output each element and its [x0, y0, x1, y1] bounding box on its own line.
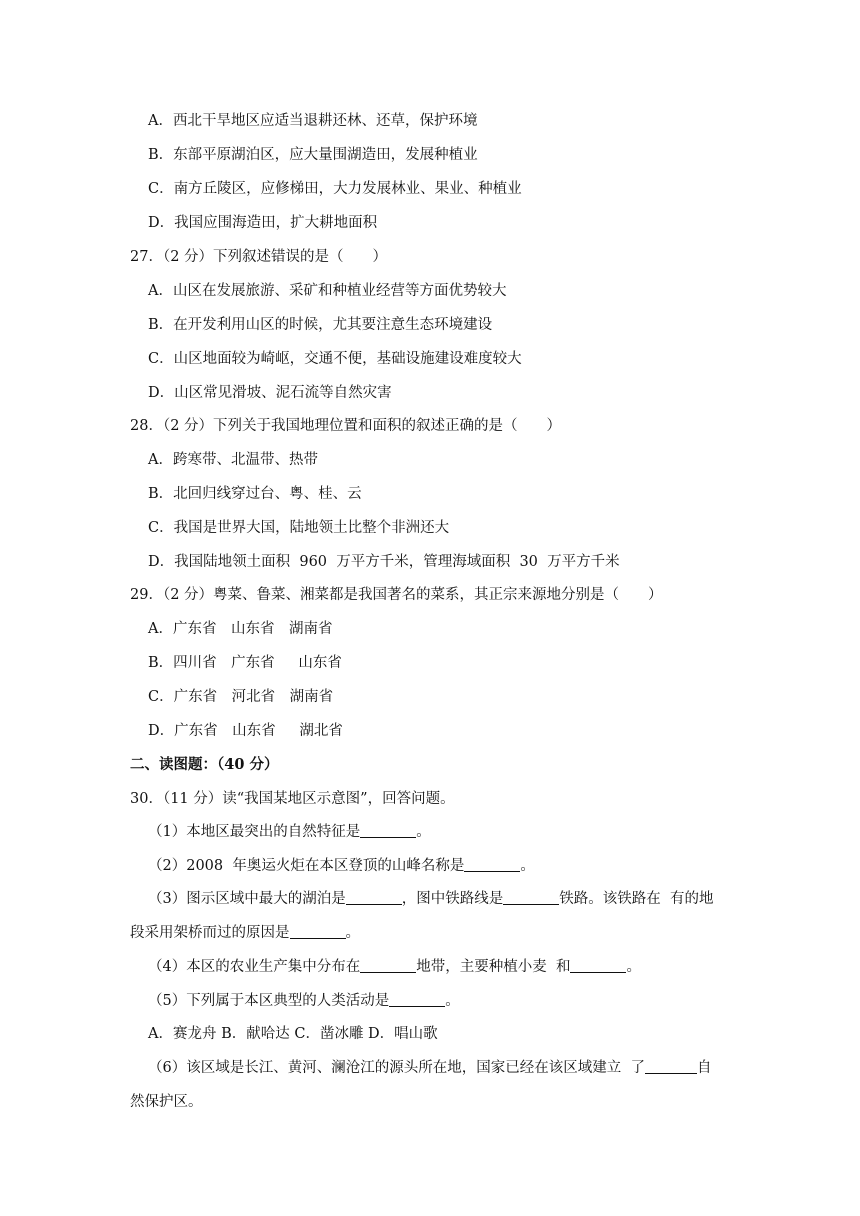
answer-blank[interactable] — [570, 957, 626, 973]
q30-part-1 — [148, 822, 431, 842]
q27-stem: 27．（2 分）下列叙述错误的是（ ） — [130, 249, 388, 265]
q30-4-end: 。 — [626, 959, 641, 975]
q26-option-d: D．我国应围海造田，扩大耕地面积 — [148, 215, 378, 231]
q30-3-text: （3）图示区域中最大的湖泊是 — [148, 891, 346, 907]
q30-6-text: （6）该区域是长江、黄河、澜沧江的源头所在地，国家已经在该区域建立 了 — [148, 1060, 645, 1076]
q28-option-c: C．我国是世界大国，陆地领土比整个非洲还大 — [148, 520, 450, 536]
q29-stem: 29．（2 分）粤菜、鲁菜、湘菜都是我国著名的菜系，其正宗来源地分别是（ ） — [130, 587, 663, 603]
q29-option-c: C．广东省 河北省 湖南省 — [148, 689, 334, 705]
answer-blank[interactable] — [290, 923, 346, 939]
answer-blank[interactable] — [360, 822, 416, 838]
q26-option-c: C．南方丘陵区，应修梯田，大力发展林业、果业、种植业 — [148, 181, 522, 197]
q30-part-6-cont: 然保护区。 — [130, 1094, 203, 1110]
answer-blank[interactable] — [645, 1058, 697, 1074]
q26-option-a: A．西北干旱地区应适当退耕还林、还草，保护环境 — [148, 113, 478, 129]
q30-2-text: （2）2008 年奥运火炬在本区登顶的山峰名称是 — [148, 858, 465, 874]
section-heading: 二、读图题：（40 分） — [130, 756, 279, 773]
q28-stem: 28．（2 分）下列关于我国地理位置和面积的叙述正确的是（ ） — [130, 418, 562, 434]
q26-option-b: B．东部平原湖泊区，应大量围湖造田，发展种植业 — [148, 147, 478, 163]
q27-option-c: C．山区地面较为崎岖，交通不便，基础设施建设难度较大 — [148, 351, 522, 367]
q30-3-cont-text: 段采用架桥而过的原因是 — [130, 925, 290, 941]
q29-option-d: D．广东省 山东省 湖北省 — [148, 723, 343, 739]
q28-option-d: D．我国陆地领土面积 960 万平方千米，管理海域面积 30 万平方千米 — [148, 554, 620, 570]
q30-5-end: 。 — [445, 993, 460, 1009]
answer-blank[interactable] — [389, 991, 445, 1007]
answer-blank[interactable] — [503, 889, 559, 905]
q30-part-3 — [148, 889, 713, 909]
q30-part-5 — [148, 991, 460, 1011]
q30-3-tail: 铁路。该铁路在 有的地 — [559, 891, 714, 907]
q27-option-a: A．山区在发展旅游、采矿和种植业经营等方面优势较大 — [148, 283, 507, 299]
q30-4-mid: 地带，主要种植小麦 和 — [416, 959, 571, 975]
answer-blank[interactable] — [360, 957, 416, 973]
q30-5-text: （5）下列属于本区典型的人类活动是 — [148, 993, 390, 1009]
q30-3-mid: ，图中铁路线是 — [401, 891, 504, 907]
answer-blank[interactable] — [346, 889, 402, 905]
q30-part-4 — [148, 957, 641, 977]
q30-1-text: （1）本地区最突出的自然特征是 — [148, 824, 361, 840]
q30-part-2 — [148, 856, 535, 876]
q30-4-text: （4）本区的农业生产集中分布在 — [148, 959, 361, 975]
q29-option-b: B．四川省 广东省 山东省 — [148, 655, 342, 671]
q30-part-6 — [148, 1058, 711, 1078]
q27-option-b: B．在开发利用山区的时候，尤其要注意生态环境建设 — [148, 317, 493, 333]
q30-3-cont-end: 。 — [345, 925, 360, 941]
q30-6-end: 自 — [696, 1060, 712, 1076]
q29-option-a: A．广东省 山东省 湖南省 — [148, 621, 333, 637]
answer-blank[interactable] — [464, 856, 520, 872]
q30-1-end: 。 — [416, 824, 431, 840]
q30-stem: 30．（11 分）读“我国某地区示意图”，回答问题。 — [130, 791, 455, 807]
q28-option-a: A．跨寒带、北温带、热带 — [148, 452, 318, 468]
q30-part-3-cont — [130, 923, 360, 943]
q30-part-5-options: A．赛龙舟 B．献哈达 C．凿冰雕 D．唱山歌 — [148, 1026, 438, 1042]
q30-2-end: 。 — [520, 858, 535, 874]
q27-option-d: D．山区常见滑坡、泥石流等自然灾害 — [148, 385, 392, 401]
q28-option-b: B．北回归线穿过台、粤、桂、云 — [148, 486, 362, 502]
